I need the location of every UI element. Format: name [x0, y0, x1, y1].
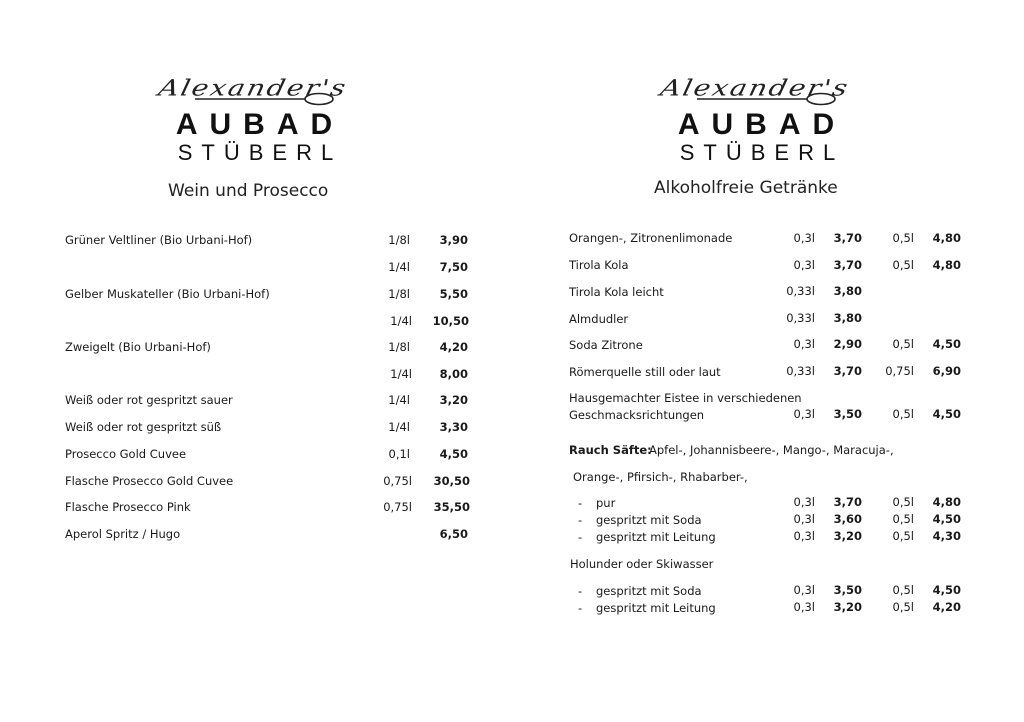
flavor-list-cont: Orange-, Pfirsich-, Rhabarber-, [573, 470, 748, 484]
drink-name: Prosecco Gold Cuvee [65, 447, 187, 461]
drink-price-small: 3,80 [833, 284, 862, 298]
drink-size-small: 0,3l [793, 407, 815, 421]
section-title: Wein und Prosecco [168, 181, 329, 201]
drink-name: Flasche Prosecco Pink [65, 500, 191, 514]
drink-size-large: 0,5l [892, 258, 914, 272]
drink-price-small: 3,50 [833, 407, 862, 421]
drink-size-small: 0,3l [793, 512, 815, 526]
drink-price-large: 4,80 [932, 231, 961, 245]
drink-size: 1/4l [390, 314, 412, 328]
drink-size-large: 0,75l [885, 364, 914, 378]
drink-size-large: 0,5l [892, 407, 914, 421]
drink-price: 4,20 [439, 340, 468, 354]
drink-name: Tirola Kola [569, 258, 629, 272]
drink-size: 1/8l [388, 233, 410, 247]
drink-price: 6,50 [439, 527, 468, 541]
drink-name: Zweigelt (Bio Urbani-Hof) [65, 340, 211, 354]
drink-name: gespritzt mit Leitung [596, 601, 716, 615]
drink-size: 0,75l [383, 500, 412, 514]
drink-price-small: 3,20 [833, 600, 862, 614]
restaurant-logo [100, 68, 400, 168]
drink-price-small: 3,70 [833, 495, 862, 509]
drink-name: Hausgemachter Eistee in verschiedenen [569, 391, 802, 405]
drink-price-large: 4,50 [932, 407, 961, 421]
drink-name: gespritzt mit Soda [596, 513, 702, 527]
drink-name: gespritzt mit Soda [596, 584, 702, 598]
drink-size-large: 0,5l [892, 495, 914, 509]
drink-size-large: 0,5l [892, 231, 914, 245]
logo-script: Alexander's [658, 74, 852, 102]
drink-price-large: 6,90 [932, 364, 961, 378]
drink-name-cont: Geschmacksrichtungen [569, 408, 705, 422]
drink-size-small: 0,3l [793, 600, 815, 614]
drink-price-small: 2,90 [833, 337, 862, 351]
drink-name: Flasche Prosecco Gold Cuvee [65, 474, 234, 488]
drink-price-small: 3,80 [833, 311, 862, 325]
logo-name: AUBAD [677, 108, 847, 141]
drink-price: 3,20 [439, 393, 468, 407]
drink-size: 1/4l [390, 367, 412, 381]
drink-size-large: 0,5l [892, 529, 914, 543]
logo-script: Alexander's [156, 74, 350, 102]
drink-size-small: 0,3l [793, 583, 815, 597]
drink-size-small: 0,33l [786, 311, 815, 325]
drink-price-small: 3,70 [833, 258, 862, 272]
drink-price-large: 4,50 [932, 337, 961, 351]
drink-name: Soda Zitrone [569, 338, 643, 352]
drink-price: 8,00 [439, 367, 468, 381]
drink-size-large: 0,5l [892, 600, 914, 614]
drink-price-small: 3,20 [833, 529, 862, 543]
drink-price-small: 3,70 [833, 231, 862, 245]
drink-price-large: 4,50 [932, 512, 961, 526]
section-title: Alkoholfreie Getränke [654, 178, 838, 198]
drink-price: 30,50 [433, 474, 470, 488]
drink-size: 1/4l [388, 260, 410, 274]
drink-price-large: 4,30 [932, 529, 961, 543]
drink-price-large: 4,80 [932, 495, 961, 509]
drink-size-large: 0,5l [892, 512, 914, 526]
drink-size-small: 0,3l [793, 231, 815, 245]
drink-price-large: 4,20 [932, 600, 961, 614]
drink-price: 3,90 [439, 233, 468, 247]
logo-name: AUBAD [175, 108, 345, 141]
drink-size: 1/8l [388, 287, 410, 301]
drink-size-small: 0,3l [793, 529, 815, 543]
drink-name: Almdudler [569, 312, 629, 326]
drink-name: Grüner Veltliner (Bio Urbani-Hof) [65, 233, 253, 247]
drink-price-small: 3,50 [833, 583, 862, 597]
group-label: Holunder oder Skiwasser [570, 557, 714, 571]
drink-name: Weiß oder rot gespritzt sauer [65, 393, 233, 407]
drink-price-large: 4,80 [932, 258, 961, 272]
logo-subname: STÜBERL [177, 140, 343, 165]
restaurant-logo [602, 68, 902, 168]
drink-price-small: 3,70 [833, 364, 862, 378]
drink-size-large: 0,5l [892, 583, 914, 597]
spoon-icon [697, 92, 837, 106]
drink-size-large: 0,5l [892, 337, 914, 351]
drink-price-large: 4,50 [932, 583, 961, 597]
drink-name: Tirola Kola leicht [569, 285, 664, 299]
drink-size: 1/4l [388, 393, 410, 407]
list-dash: - [578, 601, 583, 615]
drink-size-small: 0,33l [786, 364, 815, 378]
drink-size-small: 0,3l [793, 337, 815, 351]
flavor-list: Apfel-, Johannisbeere-, Mango-, Maracuja-, [649, 443, 894, 457]
drink-size-small: 0,3l [793, 258, 815, 272]
drink-price-small: 3,60 [833, 512, 862, 526]
drink-price: 4,50 [439, 447, 468, 461]
drink-name: pur [596, 496, 616, 510]
drink-size: 0,1l [388, 447, 410, 461]
drink-price: 3,30 [439, 420, 468, 434]
drink-name: Aperol Spritz / Hugo [65, 527, 181, 541]
spoon-icon [195, 92, 335, 106]
list-dash: - [578, 584, 583, 598]
list-dash: - [578, 513, 583, 527]
list-dash: - [578, 530, 583, 544]
drink-size: 1/8l [388, 340, 410, 354]
drink-name: Gelber Muskateller (Bio Urbani-Hof) [65, 287, 270, 301]
list-dash: - [578, 496, 583, 510]
drink-price: 5,50 [439, 287, 468, 301]
group-label: Rauch Säfte: [569, 443, 652, 457]
drink-name: Römerquelle still oder laut [569, 365, 721, 379]
drink-name: gespritzt mit Leitung [596, 530, 716, 544]
drink-size-small: 0,33l [786, 284, 815, 298]
drink-size: 0,75l [383, 474, 412, 488]
drink-price: 35,50 [433, 500, 470, 514]
drink-size-small: 0,3l [793, 495, 815, 509]
logo-subname: STÜBERL [679, 140, 845, 165]
drink-price: 10,50 [432, 314, 469, 328]
drink-price: 7,50 [439, 260, 468, 274]
drink-name: Orangen-, Zitronenlimonade [569, 231, 733, 245]
drink-name: Weiß oder rot gespritzt süß [65, 420, 222, 434]
drink-size: 1/4l [388, 420, 410, 434]
